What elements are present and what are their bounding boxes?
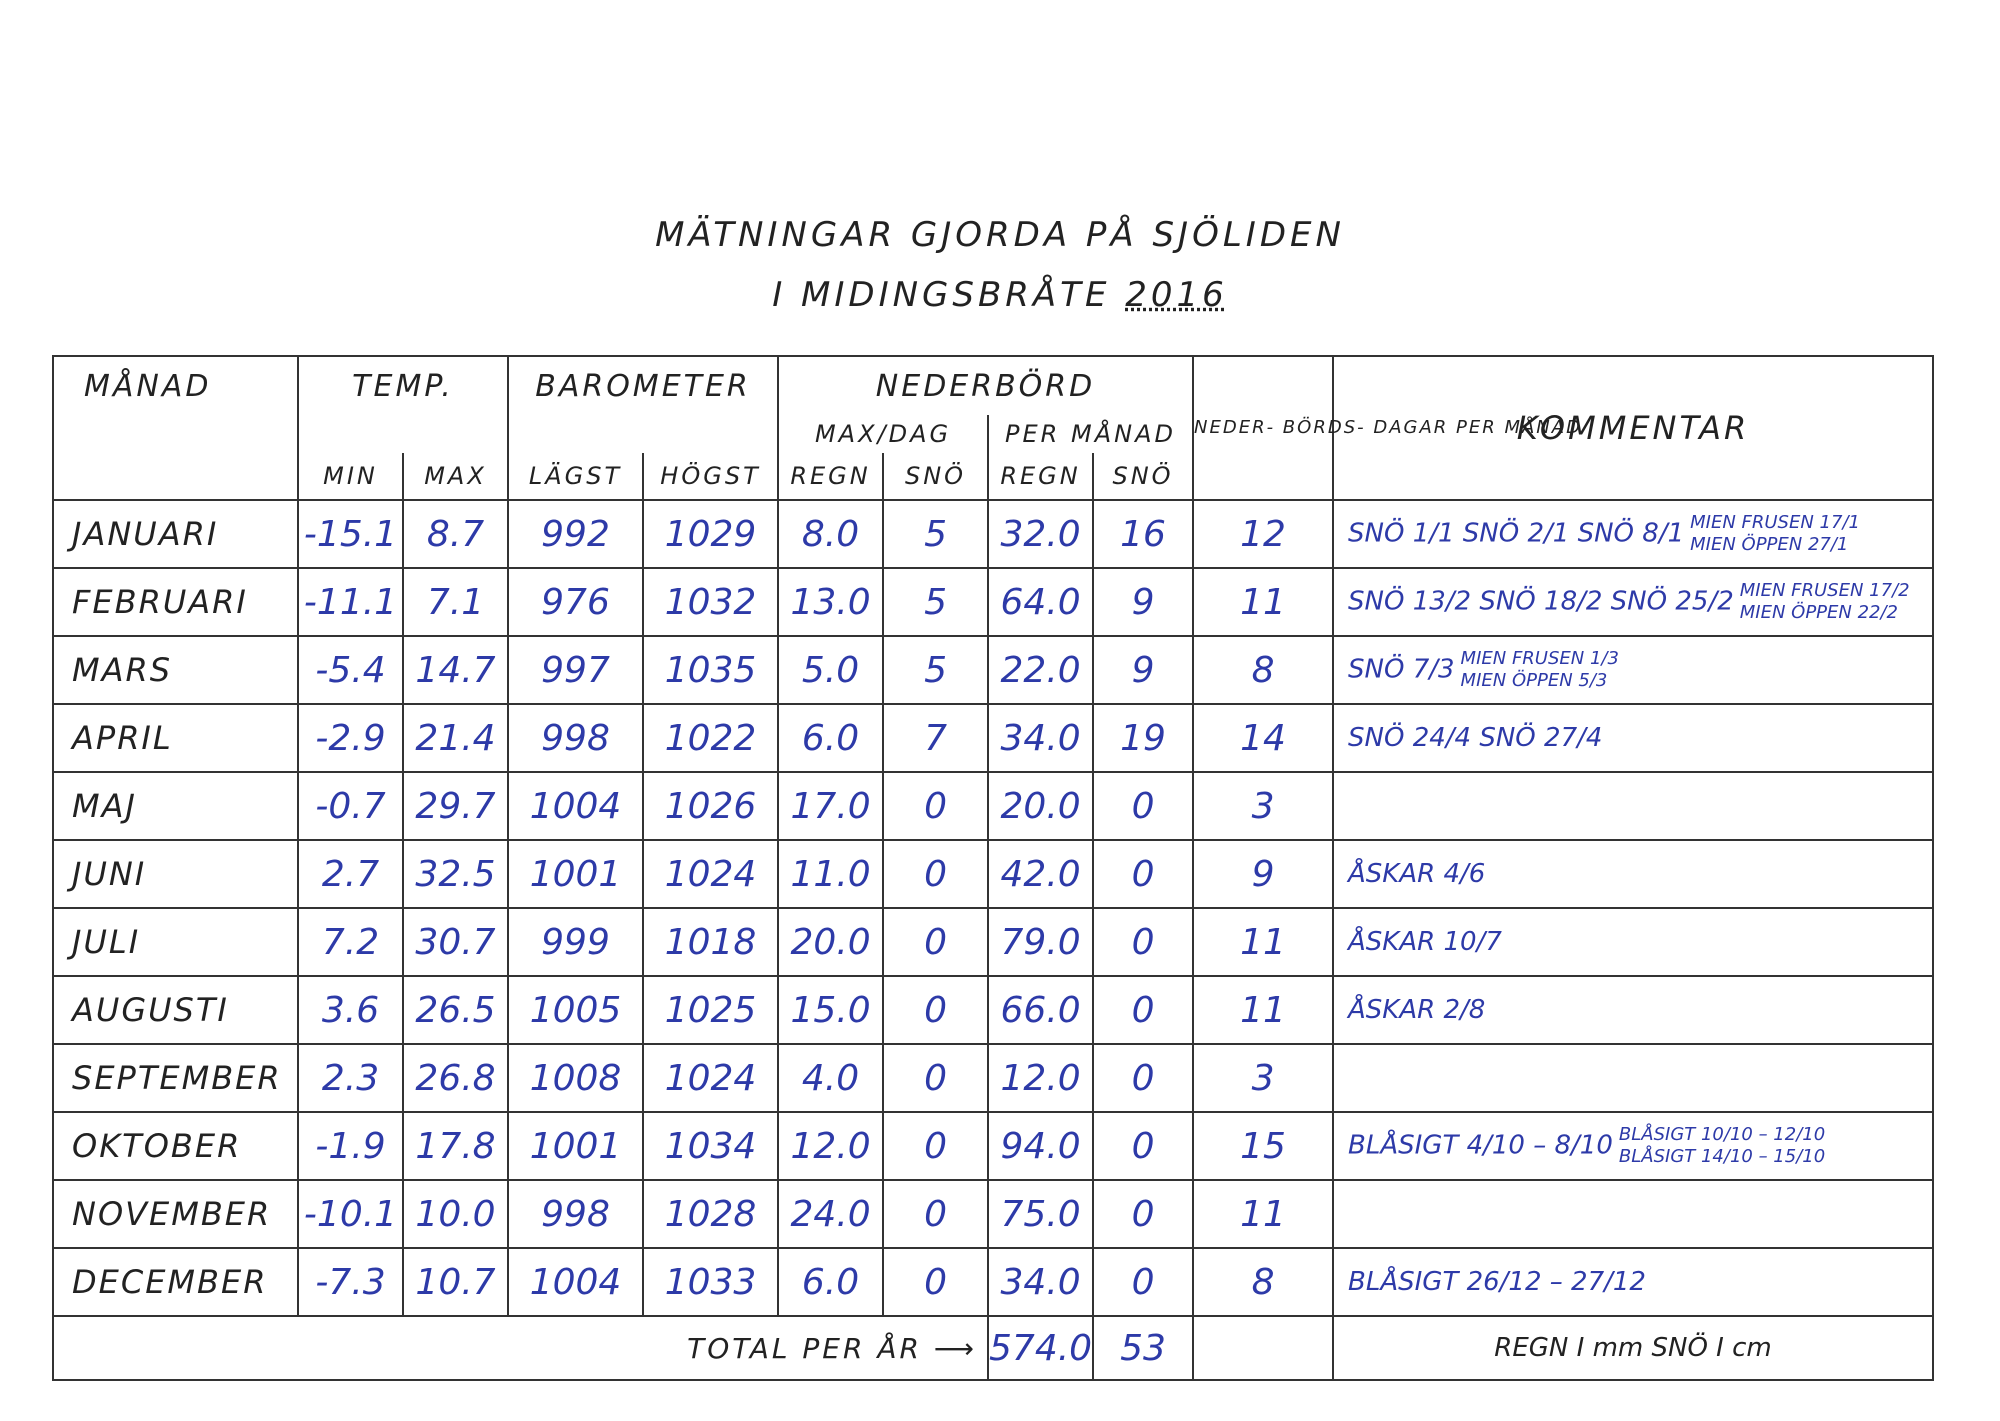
day-rain-cell: 24.0 <box>778 1180 883 1248</box>
temp-min-cell: -7.3 <box>298 1248 403 1316</box>
temp-min-cell: -5.4 <box>298 636 403 704</box>
measurement-table <box>52 355 1934 1381</box>
precip-days-cell: 3 <box>1193 1044 1333 1112</box>
header-temp-spacer <box>298 415 403 453</box>
header-precip-days: NEDER- BÖRDS- DAGAR PER MÅNAD <box>1193 356 1333 500</box>
precip-days-cell: 3 <box>1193 772 1333 840</box>
precip-days-cell: 11 <box>1193 976 1333 1044</box>
temp-max-cell: 7.1 <box>403 568 508 636</box>
table-row <box>53 704 1933 772</box>
baro-high-cell: 1029 <box>643 500 778 568</box>
month-cell: JANUARI <box>53 500 298 568</box>
header-day-rain: REGN <box>778 453 883 500</box>
baro-low-cell: 1001 <box>508 840 643 908</box>
baro-low-cell: 998 <box>508 704 643 772</box>
day-rain-cell: 17.0 <box>778 772 883 840</box>
comment-text: SNÖ 1/1 SNÖ 2/1 SNÖ 8/1 <box>1348 518 1685 549</box>
month-rain-cell: 12.0 <box>988 1044 1093 1112</box>
month-cell: JULI <box>53 908 298 976</box>
table-row <box>53 1248 1933 1316</box>
month-rain-cell: 94.0 <box>988 1112 1093 1180</box>
month-cell: MARS <box>53 636 298 704</box>
day-snow-cell: 7 <box>883 704 988 772</box>
baro-low-cell: 997 <box>508 636 643 704</box>
total-rain: 574.0 <box>988 1316 1093 1380</box>
baro-high-cell: 1034 <box>643 1112 778 1180</box>
comment-text: SNÖ 24/4 SNÖ 27/4 <box>1348 723 1603 753</box>
baro-high-cell: 1026 <box>643 772 778 840</box>
day-rain-cell: 12.0 <box>778 1112 883 1180</box>
month-cell: MAJ <box>53 772 298 840</box>
baro-high-cell: 1035 <box>643 636 778 704</box>
comment-cell <box>1333 976 1933 1044</box>
comment-text: SNÖ 13/2 SNÖ 18/2 SNÖ 25/2 <box>1348 586 1734 617</box>
precip-days-cell: 8 <box>1193 636 1333 704</box>
baro-high-cell: 1024 <box>643 1044 778 1112</box>
table-row <box>53 840 1933 908</box>
comment-note-line: MIEN FRUSEN 17/2 <box>1739 580 1910 601</box>
header-baro-low: LÄGST <box>508 453 643 500</box>
comment-cell <box>1333 840 1933 908</box>
header-temp-min: MIN <box>298 453 403 500</box>
comment-note <box>1461 648 1619 692</box>
temp-max-cell: 17.8 <box>403 1112 508 1180</box>
day-snow-cell: 5 <box>883 636 988 704</box>
month-snow-cell: 0 <box>1093 1112 1193 1180</box>
month-snow-cell: 0 <box>1093 1044 1193 1112</box>
comment-text: ÅSKAR 2/8 <box>1348 995 1486 1025</box>
comment-note <box>1619 1124 1825 1168</box>
month-cell: OKTOBER <box>53 1112 298 1180</box>
comment-note <box>1690 512 1860 556</box>
comment-text: BLÅSIGT 4/10 – 8/10 <box>1348 1130 1613 1161</box>
day-snow-cell: 0 <box>883 908 988 976</box>
month-rain-cell: 64.0 <box>988 568 1093 636</box>
month-cell: NOVEMBER <box>53 1180 298 1248</box>
comment-note <box>1740 580 1910 624</box>
month-rain-cell: 42.0 <box>988 840 1093 908</box>
month-snow-cell: 0 <box>1093 1248 1193 1316</box>
day-rain-cell: 20.0 <box>778 908 883 976</box>
comment-text: BLÅSIGT 26/12 – 27/12 <box>1348 1267 1646 1297</box>
comment-note-line: BLÅSIGT 10/10 – 12/10 <box>1618 1124 1826 1145</box>
precip-days-cell: 12 <box>1193 500 1333 568</box>
month-snow-cell: 9 <box>1093 568 1193 636</box>
temp-min-cell: -1.9 <box>298 1112 403 1180</box>
comment-text: ÅSKAR 10/7 <box>1348 927 1502 957</box>
day-snow-cell: 5 <box>883 500 988 568</box>
baro-high-cell: 1033 <box>643 1248 778 1316</box>
month-snow-cell: 0 <box>1093 840 1193 908</box>
temp-max-cell: 10.0 <box>403 1180 508 1248</box>
month-cell: SEPTEMBER <box>53 1044 298 1112</box>
month-snow-cell: 0 <box>1093 772 1193 840</box>
temp-min-cell: 2.3 <box>298 1044 403 1112</box>
header-baro-spacer <box>508 415 643 453</box>
day-rain-cell: 6.0 <box>778 1248 883 1316</box>
temp-max-cell: 8.7 <box>403 500 508 568</box>
comment-text: ÅSKAR 4/6 <box>1348 859 1486 889</box>
comment-note-line: MIEN FRUSEN 17/1 <box>1690 512 1860 533</box>
month-rain-cell: 22.0 <box>988 636 1093 704</box>
month-rain-cell: 66.0 <box>988 976 1093 1044</box>
day-snow-cell: 0 <box>883 1248 988 1316</box>
day-rain-cell: 15.0 <box>778 976 883 1044</box>
baro-high-cell: 1022 <box>643 704 778 772</box>
temp-max-cell: 26.5 <box>403 976 508 1044</box>
table-row <box>53 976 1933 1044</box>
baro-low-cell: 1004 <box>508 772 643 840</box>
month-snow-cell: 16 <box>1093 500 1193 568</box>
comment-text: SNÖ 7/3 <box>1348 654 1455 685</box>
month-snow-cell: 19 <box>1093 704 1193 772</box>
header-month-rain: REGN <box>988 453 1093 500</box>
month-snow-cell: 0 <box>1093 908 1193 976</box>
baro-high-cell: 1018 <box>643 908 778 976</box>
table-row <box>53 568 1933 636</box>
month-rain-cell: 34.0 <box>988 704 1093 772</box>
header-precipitation: NEDERBÖRD <box>778 356 1193 415</box>
baro-high-cell: 1024 <box>643 840 778 908</box>
day-snow-cell: 0 <box>883 1044 988 1112</box>
header-baro-high: HÖGST <box>643 453 778 500</box>
month-cell: AUGUSTI <box>53 976 298 1044</box>
document-title: MÄTNINGAR GJORDA PÅ SJÖLIDEN <box>655 215 1345 255</box>
temp-max-cell: 14.7 <box>403 636 508 704</box>
month-rain-cell: 20.0 <box>988 772 1093 840</box>
comment-note-line: MIEN ÖPPEN 27/1 <box>1690 534 1849 555</box>
header-month-spacer <box>53 415 298 453</box>
day-snow-cell: 0 <box>883 976 988 1044</box>
header-max-per-day: MAX/DAG <box>778 415 988 453</box>
table-row <box>53 500 1933 568</box>
day-snow-cell: 5 <box>883 568 988 636</box>
temp-min-cell: -15.1 <box>298 500 403 568</box>
header-comment: KOMMENTAR <box>1333 356 1933 500</box>
precip-days-cell: 14 <box>1193 704 1333 772</box>
baro-low-cell: 1004 <box>508 1248 643 1316</box>
baro-low-cell: 999 <box>508 908 643 976</box>
comment-cell <box>1333 772 1933 840</box>
header-per-month: PER MÅNAD <box>988 415 1193 453</box>
precip-days-cell: 9 <box>1193 840 1333 908</box>
total-label: TOTAL PER ÅR ⟶ <box>53 1316 988 1380</box>
day-snow-cell: 0 <box>883 1180 988 1248</box>
comment-cell <box>1333 1044 1933 1112</box>
day-rain-cell: 11.0 <box>778 840 883 908</box>
month-rain-cell: 32.0 <box>988 500 1093 568</box>
day-rain-cell: 13.0 <box>778 568 883 636</box>
temp-min-cell: -0.7 <box>298 772 403 840</box>
table-body <box>53 500 1933 1316</box>
month-snow-cell: 0 <box>1093 976 1193 1044</box>
temp-min-cell: 2.7 <box>298 840 403 908</box>
precip-days-cell: 11 <box>1193 568 1333 636</box>
comment-cell <box>1333 1248 1933 1316</box>
document-subtitle <box>0 275 2000 315</box>
temp-max-cell: 30.7 <box>403 908 508 976</box>
header-temp-spacer-2 <box>403 415 508 453</box>
temp-max-cell: 32.5 <box>403 840 508 908</box>
temp-max-cell: 10.7 <box>403 1248 508 1316</box>
temp-max-cell: 29.7 <box>403 772 508 840</box>
table-row <box>53 908 1933 976</box>
temp-min-cell: -11.1 <box>298 568 403 636</box>
header-temp-max: MAX <box>403 453 508 500</box>
month-cell: FEBRUARI <box>53 568 298 636</box>
baro-low-cell: 1005 <box>508 976 643 1044</box>
header-month-snow: SNÖ <box>1093 453 1193 500</box>
header-day-snow: SNÖ <box>883 453 988 500</box>
header-baro-spacer-2 <box>643 415 778 453</box>
month-rain-cell: 34.0 <box>988 1248 1093 1316</box>
day-rain-cell: 5.0 <box>778 636 883 704</box>
month-cell: APRIL <box>53 704 298 772</box>
month-cell: JUNI <box>53 840 298 908</box>
comment-note-line: MIEN ÖPPEN 22/2 <box>1739 602 1899 623</box>
comment-cell <box>1333 908 1933 976</box>
subtitle-location: I MIDINGSBRÅTE <box>772 275 1111 315</box>
month-snow-cell: 9 <box>1093 636 1193 704</box>
baro-high-cell: 1032 <box>643 568 778 636</box>
precip-days-cell: 11 <box>1193 908 1333 976</box>
table-row <box>53 772 1933 840</box>
baro-low-cell: 1001 <box>508 1112 643 1180</box>
month-cell: DECEMBER <box>53 1248 298 1316</box>
day-snow-cell: 0 <box>883 772 988 840</box>
baro-low-cell: 976 <box>508 568 643 636</box>
header-month-spacer-2 <box>53 453 298 500</box>
subtitle-year: 2016 <box>1125 275 1228 315</box>
month-rain-cell: 79.0 <box>988 908 1093 976</box>
comment-cell <box>1333 636 1933 704</box>
temp-max-cell: 21.4 <box>403 704 508 772</box>
baro-low-cell: 998 <box>508 1180 643 1248</box>
comment-cell <box>1333 1180 1933 1248</box>
comment-cell <box>1333 568 1933 636</box>
temp-min-cell: -2.9 <box>298 704 403 772</box>
comment-cell <box>1333 704 1933 772</box>
baro-low-cell: 1008 <box>508 1044 643 1112</box>
total-days-empty <box>1193 1316 1333 1380</box>
table-row <box>53 1112 1933 1180</box>
baro-high-cell: 1028 <box>643 1180 778 1248</box>
baro-low-cell: 992 <box>508 500 643 568</box>
table-row <box>53 1180 1933 1248</box>
unit-note: REGN I mm SNÖ I cm <box>1333 1316 1933 1380</box>
total-snow: 53 <box>1093 1316 1193 1380</box>
temp-min-cell: 3.6 <box>298 976 403 1044</box>
total-row <box>53 1316 1933 1380</box>
temp-min-cell: -10.1 <box>298 1180 403 1248</box>
comment-note-line: BLÅSIGT 14/10 – 15/10 <box>1618 1146 1826 1167</box>
comment-cell <box>1333 1112 1933 1180</box>
precip-days-cell: 8 <box>1193 1248 1333 1316</box>
month-snow-cell: 0 <box>1093 1180 1193 1248</box>
day-rain-cell: 4.0 <box>778 1044 883 1112</box>
header-month: MÅNAD <box>53 356 298 415</box>
comment-note-line: MIEN FRUSEN 1/3 <box>1460 648 1619 669</box>
day-rain-cell: 6.0 <box>778 704 883 772</box>
baro-high-cell: 1025 <box>643 976 778 1044</box>
precip-days-cell: 11 <box>1193 1180 1333 1248</box>
month-rain-cell: 75.0 <box>988 1180 1093 1248</box>
comment-note-line: MIEN ÖPPEN 5/3 <box>1460 670 1608 691</box>
header-barometer: BAROMETER <box>508 356 778 415</box>
precip-days-cell: 15 <box>1193 1112 1333 1180</box>
day-snow-cell: 0 <box>883 1112 988 1180</box>
table-row <box>53 636 1933 704</box>
header-temp: TEMP. <box>298 356 508 415</box>
temp-min-cell: 7.2 <box>298 908 403 976</box>
day-snow-cell: 0 <box>883 840 988 908</box>
comment-cell <box>1333 500 1933 568</box>
temp-max-cell: 26.8 <box>403 1044 508 1112</box>
table-row <box>53 1044 1933 1112</box>
day-rain-cell: 8.0 <box>778 500 883 568</box>
